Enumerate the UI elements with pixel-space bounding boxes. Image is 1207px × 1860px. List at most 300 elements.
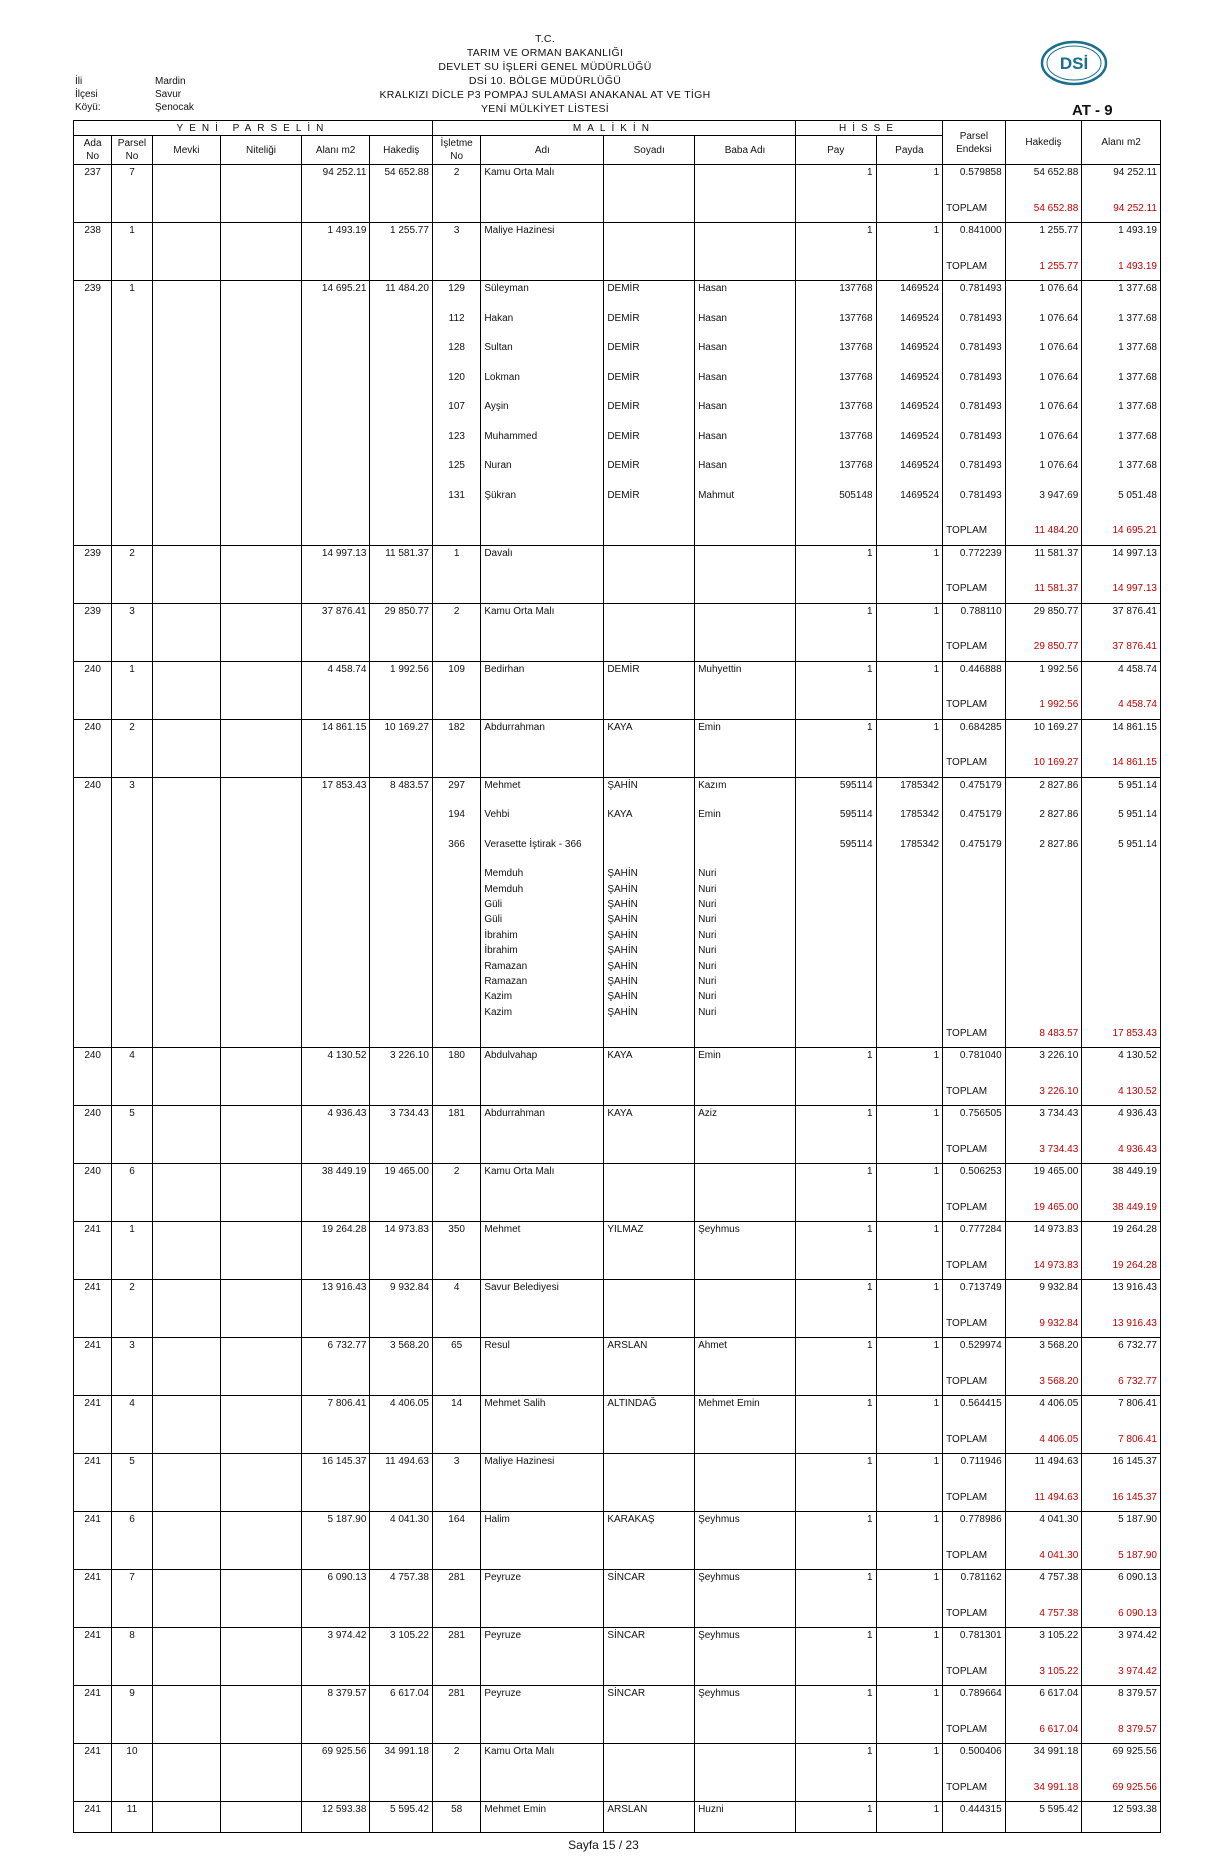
empty-cell xyxy=(795,989,876,1004)
ownership-table xyxy=(73,120,1161,1833)
col-baba: Baba Adı xyxy=(695,136,796,165)
empty-cell xyxy=(74,1005,112,1020)
empty-cell xyxy=(481,1194,604,1222)
empty-cell xyxy=(370,881,433,896)
owner-alan-cell: 3 974.42 xyxy=(1082,1628,1161,1658)
empty-cell xyxy=(301,633,370,661)
owner-alan-cell: 1 377.68 xyxy=(1082,340,1161,370)
empty-cell xyxy=(370,1310,433,1338)
mevki-cell xyxy=(152,340,221,370)
empty-cell xyxy=(112,1484,152,1512)
isletme-cell: 4 xyxy=(432,1280,480,1310)
empty-cell xyxy=(370,1020,433,1048)
parsel-cell: 7 xyxy=(112,165,152,195)
empty-cell xyxy=(481,575,604,603)
isletme-cell: 1 xyxy=(432,545,480,575)
empty-cell xyxy=(152,1020,221,1048)
col-alani: Alanı m2 xyxy=(301,136,370,165)
empty-cell xyxy=(112,1005,152,1020)
ada-cell: 241 xyxy=(74,1744,112,1774)
alani-cell: 14 997.13 xyxy=(301,545,370,575)
col-soyadi: Soyadı xyxy=(604,136,695,165)
empty-cell xyxy=(432,912,480,927)
niteligi-cell xyxy=(221,370,302,400)
empty-cell xyxy=(1082,943,1161,958)
owner-alan-cell: 94 252.11 xyxy=(1082,165,1161,195)
mevki-cell xyxy=(152,458,221,488)
page-number: Sayfa 15 / 23 xyxy=(568,1838,639,1852)
mevki-cell xyxy=(152,165,221,195)
owner-alan-cell: 1 377.68 xyxy=(1082,399,1161,429)
empty-cell xyxy=(74,1078,112,1106)
payda-cell: 1469524 xyxy=(876,340,943,370)
alani-cell: 19 264.28 xyxy=(301,1222,370,1252)
empty-cell xyxy=(112,1252,152,1280)
empty-cell xyxy=(1005,881,1082,896)
empty-cell xyxy=(876,633,943,661)
empty-cell xyxy=(795,974,876,989)
empty-cell xyxy=(795,575,876,603)
endeks-cell: 0.713749 xyxy=(943,1280,1006,1310)
adi-cell: Şükran xyxy=(481,488,604,518)
pay-cell: 1 xyxy=(795,1048,876,1078)
heir-baba-cell: Nuri xyxy=(695,866,796,881)
empty-cell xyxy=(112,1136,152,1164)
empty-cell xyxy=(481,1774,604,1802)
toplam-label: TOPLAM xyxy=(943,1078,1006,1106)
empty-cell xyxy=(74,912,112,927)
empty-cell xyxy=(876,749,943,777)
hakedis-cell: 3 568.20 xyxy=(370,1338,433,1368)
hakedis-cell: 3 105.22 xyxy=(370,1628,433,1658)
hakedis-cell: 11 484.20 xyxy=(370,281,433,311)
empty-cell xyxy=(695,1716,796,1744)
soyadi-cell: SİNCAR xyxy=(604,1628,695,1658)
empty-cell xyxy=(481,1252,604,1280)
empty-cell xyxy=(221,195,302,223)
owner-alan-cell: 1 377.68 xyxy=(1082,370,1161,400)
parsel-cell xyxy=(112,311,152,341)
empty-cell xyxy=(152,866,221,881)
isletme-cell: 2 xyxy=(432,603,480,633)
parcel-row xyxy=(74,1222,1161,1252)
empty-cell xyxy=(1082,928,1161,943)
adi-cell: Kamu Orta Malı xyxy=(481,1744,604,1774)
hakedis-cell xyxy=(370,399,433,429)
empty-cell xyxy=(301,928,370,943)
table-body xyxy=(74,165,1161,1833)
payda-cell: 1469524 xyxy=(876,311,943,341)
empty-cell xyxy=(370,866,433,881)
soyadi-cell: DEMİR xyxy=(604,458,695,488)
ada-cell xyxy=(74,399,112,429)
endeks-cell: 0.444315 xyxy=(943,1802,1006,1833)
empty-cell xyxy=(301,749,370,777)
parcel-row xyxy=(74,661,1161,691)
empty-cell xyxy=(432,749,480,777)
adi-cell: Lokman xyxy=(481,370,604,400)
toplam-hakedis: 3 105.22 xyxy=(1005,1658,1082,1686)
parsel-cell xyxy=(112,458,152,488)
empty-cell xyxy=(370,575,433,603)
empty-cell xyxy=(695,253,796,281)
toplam-hakedis: 3 734.43 xyxy=(1005,1136,1082,1164)
heir-soyadi-cell: ŞAHİN xyxy=(604,958,695,973)
parcel-row xyxy=(74,1802,1161,1833)
heir-adi-cell: Güli xyxy=(481,897,604,912)
empty-cell xyxy=(432,1005,480,1020)
empty-cell xyxy=(221,1774,302,1802)
alani-cell: 4 936.43 xyxy=(301,1106,370,1136)
hakedis-cell: 3 734.43 xyxy=(370,1106,433,1136)
adi-cell: Halim xyxy=(481,1512,604,1542)
toplam-label: TOPLAM xyxy=(943,1310,1006,1338)
empty-cell xyxy=(432,253,480,281)
baba-cell: Hasan xyxy=(695,281,796,311)
heir-baba-cell: Nuri xyxy=(695,881,796,896)
parcel-row xyxy=(74,1280,1161,1310)
empty-cell xyxy=(481,1600,604,1628)
empty-cell xyxy=(876,517,943,545)
empty-cell xyxy=(695,1484,796,1512)
empty-cell xyxy=(432,1426,480,1454)
parsel-cell xyxy=(112,399,152,429)
ilce-label: İlçesi xyxy=(75,89,98,100)
empty-cell xyxy=(74,517,112,545)
empty-cell xyxy=(74,1426,112,1454)
empty-cell xyxy=(604,1136,695,1164)
toplam-hakedis: 14 973.83 xyxy=(1005,1252,1082,1280)
payda-cell: 1469524 xyxy=(876,399,943,429)
mevki-cell xyxy=(152,1512,221,1542)
empty-cell xyxy=(432,1542,480,1570)
empty-cell xyxy=(370,1600,433,1628)
empty-cell xyxy=(795,195,876,223)
ada-cell: 238 xyxy=(74,223,112,253)
adi-cell: Kamu Orta Malı xyxy=(481,165,604,195)
parcel-row xyxy=(74,1570,1161,1600)
niteligi-cell xyxy=(221,1454,302,1484)
empty-cell xyxy=(432,881,480,896)
koy-value: Şenocak xyxy=(155,102,194,113)
mevki-cell xyxy=(152,1454,221,1484)
empty-cell xyxy=(432,1774,480,1802)
empty-cell xyxy=(370,633,433,661)
empty-cell xyxy=(695,517,796,545)
endeks-cell: 0.529974 xyxy=(943,1338,1006,1368)
pay-cell: 1 xyxy=(795,1338,876,1368)
empty-cell xyxy=(795,881,876,896)
owner-hakedis-cell: 2 827.86 xyxy=(1005,837,1082,867)
empty-cell xyxy=(301,1774,370,1802)
ada-cell: 239 xyxy=(74,603,112,633)
empty-cell xyxy=(112,1774,152,1802)
empty-cell xyxy=(432,1716,480,1744)
parcel-row xyxy=(74,1048,1161,1078)
toplam-hakedis: 11 581.37 xyxy=(1005,575,1082,603)
toplam-hakedis: 29 850.77 xyxy=(1005,633,1082,661)
empty-cell xyxy=(301,1078,370,1106)
hakedis-cell: 1 992.56 xyxy=(370,661,433,691)
mevki-cell xyxy=(152,1280,221,1310)
parcel-row xyxy=(74,1744,1161,1774)
empty-cell xyxy=(432,928,480,943)
owner-hakedis-cell: 1 076.64 xyxy=(1005,399,1082,429)
empty-cell xyxy=(221,691,302,719)
ada-cell xyxy=(74,429,112,459)
ada-cell: 241 xyxy=(74,1454,112,1484)
empty-cell xyxy=(795,517,876,545)
mevki-cell xyxy=(152,1570,221,1600)
owner-hakedis-cell: 6 617.04 xyxy=(1005,1686,1082,1716)
empty-cell xyxy=(695,1020,796,1048)
owner-alan-cell: 14 997.13 xyxy=(1082,545,1161,575)
empty-cell xyxy=(152,1136,221,1164)
endeks-cell: 0.781493 xyxy=(943,429,1006,459)
empty-cell xyxy=(943,943,1006,958)
toplam-alan: 19 264.28 xyxy=(1082,1252,1161,1280)
endeks-cell: 0.781493 xyxy=(943,281,1006,311)
parcel-row xyxy=(74,545,1161,575)
empty-cell xyxy=(152,1310,221,1338)
isletme-cell: 366 xyxy=(432,837,480,867)
baba-cell: Mahmut xyxy=(695,488,796,518)
soyadi-cell xyxy=(604,165,695,195)
empty-cell xyxy=(301,575,370,603)
heir-adi-cell: Ramazan xyxy=(481,974,604,989)
heir-soyadi-cell: ŞAHİN xyxy=(604,989,695,1004)
isletme-cell: 120 xyxy=(432,370,480,400)
toplam-hakedis: 11 494.63 xyxy=(1005,1484,1082,1512)
toplam-alan: 4 458.74 xyxy=(1082,691,1161,719)
adi-cell: Resul xyxy=(481,1338,604,1368)
niteligi-cell xyxy=(221,1744,302,1774)
ada-cell: 240 xyxy=(74,1048,112,1078)
empty-cell xyxy=(370,1658,433,1686)
pay-cell: 137768 xyxy=(795,340,876,370)
empty-cell xyxy=(301,1310,370,1338)
toplam-hakedis: 1 255.77 xyxy=(1005,253,1082,281)
baba-cell: Hasan xyxy=(695,458,796,488)
toplam-row xyxy=(74,575,1161,603)
toplam-label: TOPLAM xyxy=(943,1600,1006,1628)
toplam-hakedis: 8 483.57 xyxy=(1005,1020,1082,1048)
empty-cell xyxy=(221,575,302,603)
isletme-cell: 350 xyxy=(432,1222,480,1252)
payda-cell: 1 xyxy=(876,1048,943,1078)
parsel-cell: 2 xyxy=(112,545,152,575)
col-hakedis2: Hakediş xyxy=(1005,121,1082,165)
empty-cell xyxy=(1005,897,1082,912)
payda-cell: 1 xyxy=(876,661,943,691)
empty-cell xyxy=(221,1716,302,1744)
empty-cell xyxy=(876,974,943,989)
owner-hakedis-cell: 3 105.22 xyxy=(1005,1628,1082,1658)
empty-cell xyxy=(221,912,302,927)
empty-cell xyxy=(481,1136,604,1164)
baba-cell: Şeyhmus xyxy=(695,1512,796,1542)
empty-cell xyxy=(152,253,221,281)
baba-cell: Hasan xyxy=(695,399,796,429)
empty-cell xyxy=(481,1020,604,1048)
soyadi-cell: DEMİR xyxy=(604,311,695,341)
empty-cell xyxy=(432,575,480,603)
ada-cell: 240 xyxy=(74,719,112,749)
empty-cell xyxy=(876,943,943,958)
empty-cell xyxy=(481,1078,604,1106)
adi-cell: Muhammed xyxy=(481,429,604,459)
empty-cell xyxy=(795,1005,876,1020)
parsel-cell: 2 xyxy=(112,719,152,749)
empty-cell xyxy=(695,691,796,719)
location-info xyxy=(75,75,194,114)
owner-hakedis-cell: 34 991.18 xyxy=(1005,1744,1082,1774)
empty-cell xyxy=(74,1716,112,1744)
empty-cell xyxy=(604,1020,695,1048)
empty-cell xyxy=(481,633,604,661)
empty-cell xyxy=(221,517,302,545)
empty-cell xyxy=(795,691,876,719)
niteligi-cell xyxy=(221,545,302,575)
empty-cell xyxy=(152,691,221,719)
endeks-cell: 0.781040 xyxy=(943,1048,1006,1078)
toplam-row xyxy=(74,1368,1161,1396)
empty-cell xyxy=(795,897,876,912)
empty-cell xyxy=(370,1252,433,1280)
isletme-cell: 123 xyxy=(432,429,480,459)
toplam-row xyxy=(74,253,1161,281)
mevki-cell xyxy=(152,1048,221,1078)
pay-cell: 1 xyxy=(795,1570,876,1600)
toplam-alan: 6 732.77 xyxy=(1082,1368,1161,1396)
empty-cell xyxy=(1005,866,1082,881)
endeks-cell: 0.564415 xyxy=(943,1396,1006,1426)
alani-cell: 7 806.41 xyxy=(301,1396,370,1426)
empty-cell xyxy=(112,943,152,958)
toplam-hakedis: 4 757.38 xyxy=(1005,1600,1082,1628)
empty-cell xyxy=(481,749,604,777)
empty-cell xyxy=(795,1136,876,1164)
baba-cell: Ahmet xyxy=(695,1338,796,1368)
baba-cell: Huzni xyxy=(695,1802,796,1833)
ada-cell: 241 xyxy=(74,1686,112,1716)
empty-cell xyxy=(876,1484,943,1512)
toplam-alan: 17 853.43 xyxy=(1082,1020,1161,1048)
toplam-label: TOPLAM xyxy=(943,253,1006,281)
owner-alan-cell: 5 051.48 xyxy=(1082,488,1161,518)
niteligi-cell xyxy=(221,603,302,633)
col-alani2: Alanı m2 xyxy=(1082,121,1161,165)
alani-cell: 4 130.52 xyxy=(301,1048,370,1078)
empty-cell xyxy=(370,691,433,719)
logo-text: DSİ xyxy=(1059,54,1089,73)
empty-cell xyxy=(795,1600,876,1628)
empty-cell xyxy=(943,1005,1006,1020)
empty-cell xyxy=(876,1658,943,1686)
pay-cell: 1 xyxy=(795,1222,876,1252)
hakedis-cell xyxy=(370,370,433,400)
empty-cell xyxy=(152,1600,221,1628)
isletme-cell: 180 xyxy=(432,1048,480,1078)
owner-hakedis-cell: 11 581.37 xyxy=(1005,545,1082,575)
adi-cell: Mehmet Salih xyxy=(481,1396,604,1426)
empty-cell xyxy=(301,517,370,545)
empty-cell xyxy=(221,1600,302,1628)
niteligi-cell xyxy=(221,661,302,691)
empty-cell xyxy=(795,1194,876,1222)
dsi-logo xyxy=(1040,40,1108,86)
empty-cell xyxy=(221,943,302,958)
empty-cell xyxy=(795,1426,876,1454)
empty-cell xyxy=(604,1252,695,1280)
heir-adi-cell: Memduh xyxy=(481,881,604,896)
empty-cell xyxy=(604,633,695,661)
soyadi-cell: ARSLAN xyxy=(604,1802,695,1833)
empty-cell xyxy=(221,1252,302,1280)
empty-cell xyxy=(604,1426,695,1454)
parcel-row xyxy=(74,281,1161,311)
niteligi-cell xyxy=(221,1570,302,1600)
owner-alan-cell: 5 187.90 xyxy=(1082,1512,1161,1542)
empty-cell xyxy=(301,881,370,896)
parcel-row xyxy=(74,719,1161,749)
toplam-row xyxy=(74,1600,1161,1628)
empty-cell xyxy=(695,1542,796,1570)
empty-cell xyxy=(604,1658,695,1686)
alani-cell: 5 187.90 xyxy=(301,1512,370,1542)
endeks-cell: 0.446888 xyxy=(943,661,1006,691)
empty-cell xyxy=(876,1078,943,1106)
payda-cell: 1469524 xyxy=(876,370,943,400)
empty-cell xyxy=(432,974,480,989)
owner-hakedis-cell: 3 734.43 xyxy=(1005,1106,1082,1136)
parsel-cell: 1 xyxy=(112,223,152,253)
adi-cell: Abdurrahman xyxy=(481,1106,604,1136)
niteligi-cell xyxy=(221,1222,302,1252)
payda-cell: 1785342 xyxy=(876,777,943,807)
hakedis-cell: 29 850.77 xyxy=(370,603,433,633)
col-isletme: İşletme No xyxy=(432,136,480,165)
hakedis-cell: 19 465.00 xyxy=(370,1164,433,1194)
hakedis-cell: 11 581.37 xyxy=(370,545,433,575)
empty-cell xyxy=(301,974,370,989)
toplam-row xyxy=(74,1252,1161,1280)
empty-cell xyxy=(112,1426,152,1454)
baba-cell: Kazım xyxy=(695,777,796,807)
toplam-alan: 5 187.90 xyxy=(1082,1542,1161,1570)
endeks-cell: 0.475179 xyxy=(943,807,1006,837)
alani-cell xyxy=(301,340,370,370)
alani-cell: 14 695.21 xyxy=(301,281,370,311)
empty-cell xyxy=(432,1658,480,1686)
heir-row xyxy=(74,958,1161,973)
empty-cell xyxy=(1005,989,1082,1004)
parcel-row xyxy=(74,1512,1161,1542)
soyadi-cell: KAYA xyxy=(604,719,695,749)
mevki-cell xyxy=(152,1338,221,1368)
parcel-row xyxy=(74,1686,1161,1716)
baba-cell: Şeyhmus xyxy=(695,1686,796,1716)
mevki-cell xyxy=(152,370,221,400)
toplam-hakedis: 10 169.27 xyxy=(1005,749,1082,777)
isletme-cell: 125 xyxy=(432,458,480,488)
toplam-hakedis: 19 465.00 xyxy=(1005,1194,1082,1222)
heir-adi-cell: Memduh xyxy=(481,866,604,881)
empty-cell xyxy=(432,691,480,719)
empty-cell xyxy=(876,989,943,1004)
endeks-cell: 0.475179 xyxy=(943,777,1006,807)
heir-soyadi-cell: ŞAHİN xyxy=(604,866,695,881)
